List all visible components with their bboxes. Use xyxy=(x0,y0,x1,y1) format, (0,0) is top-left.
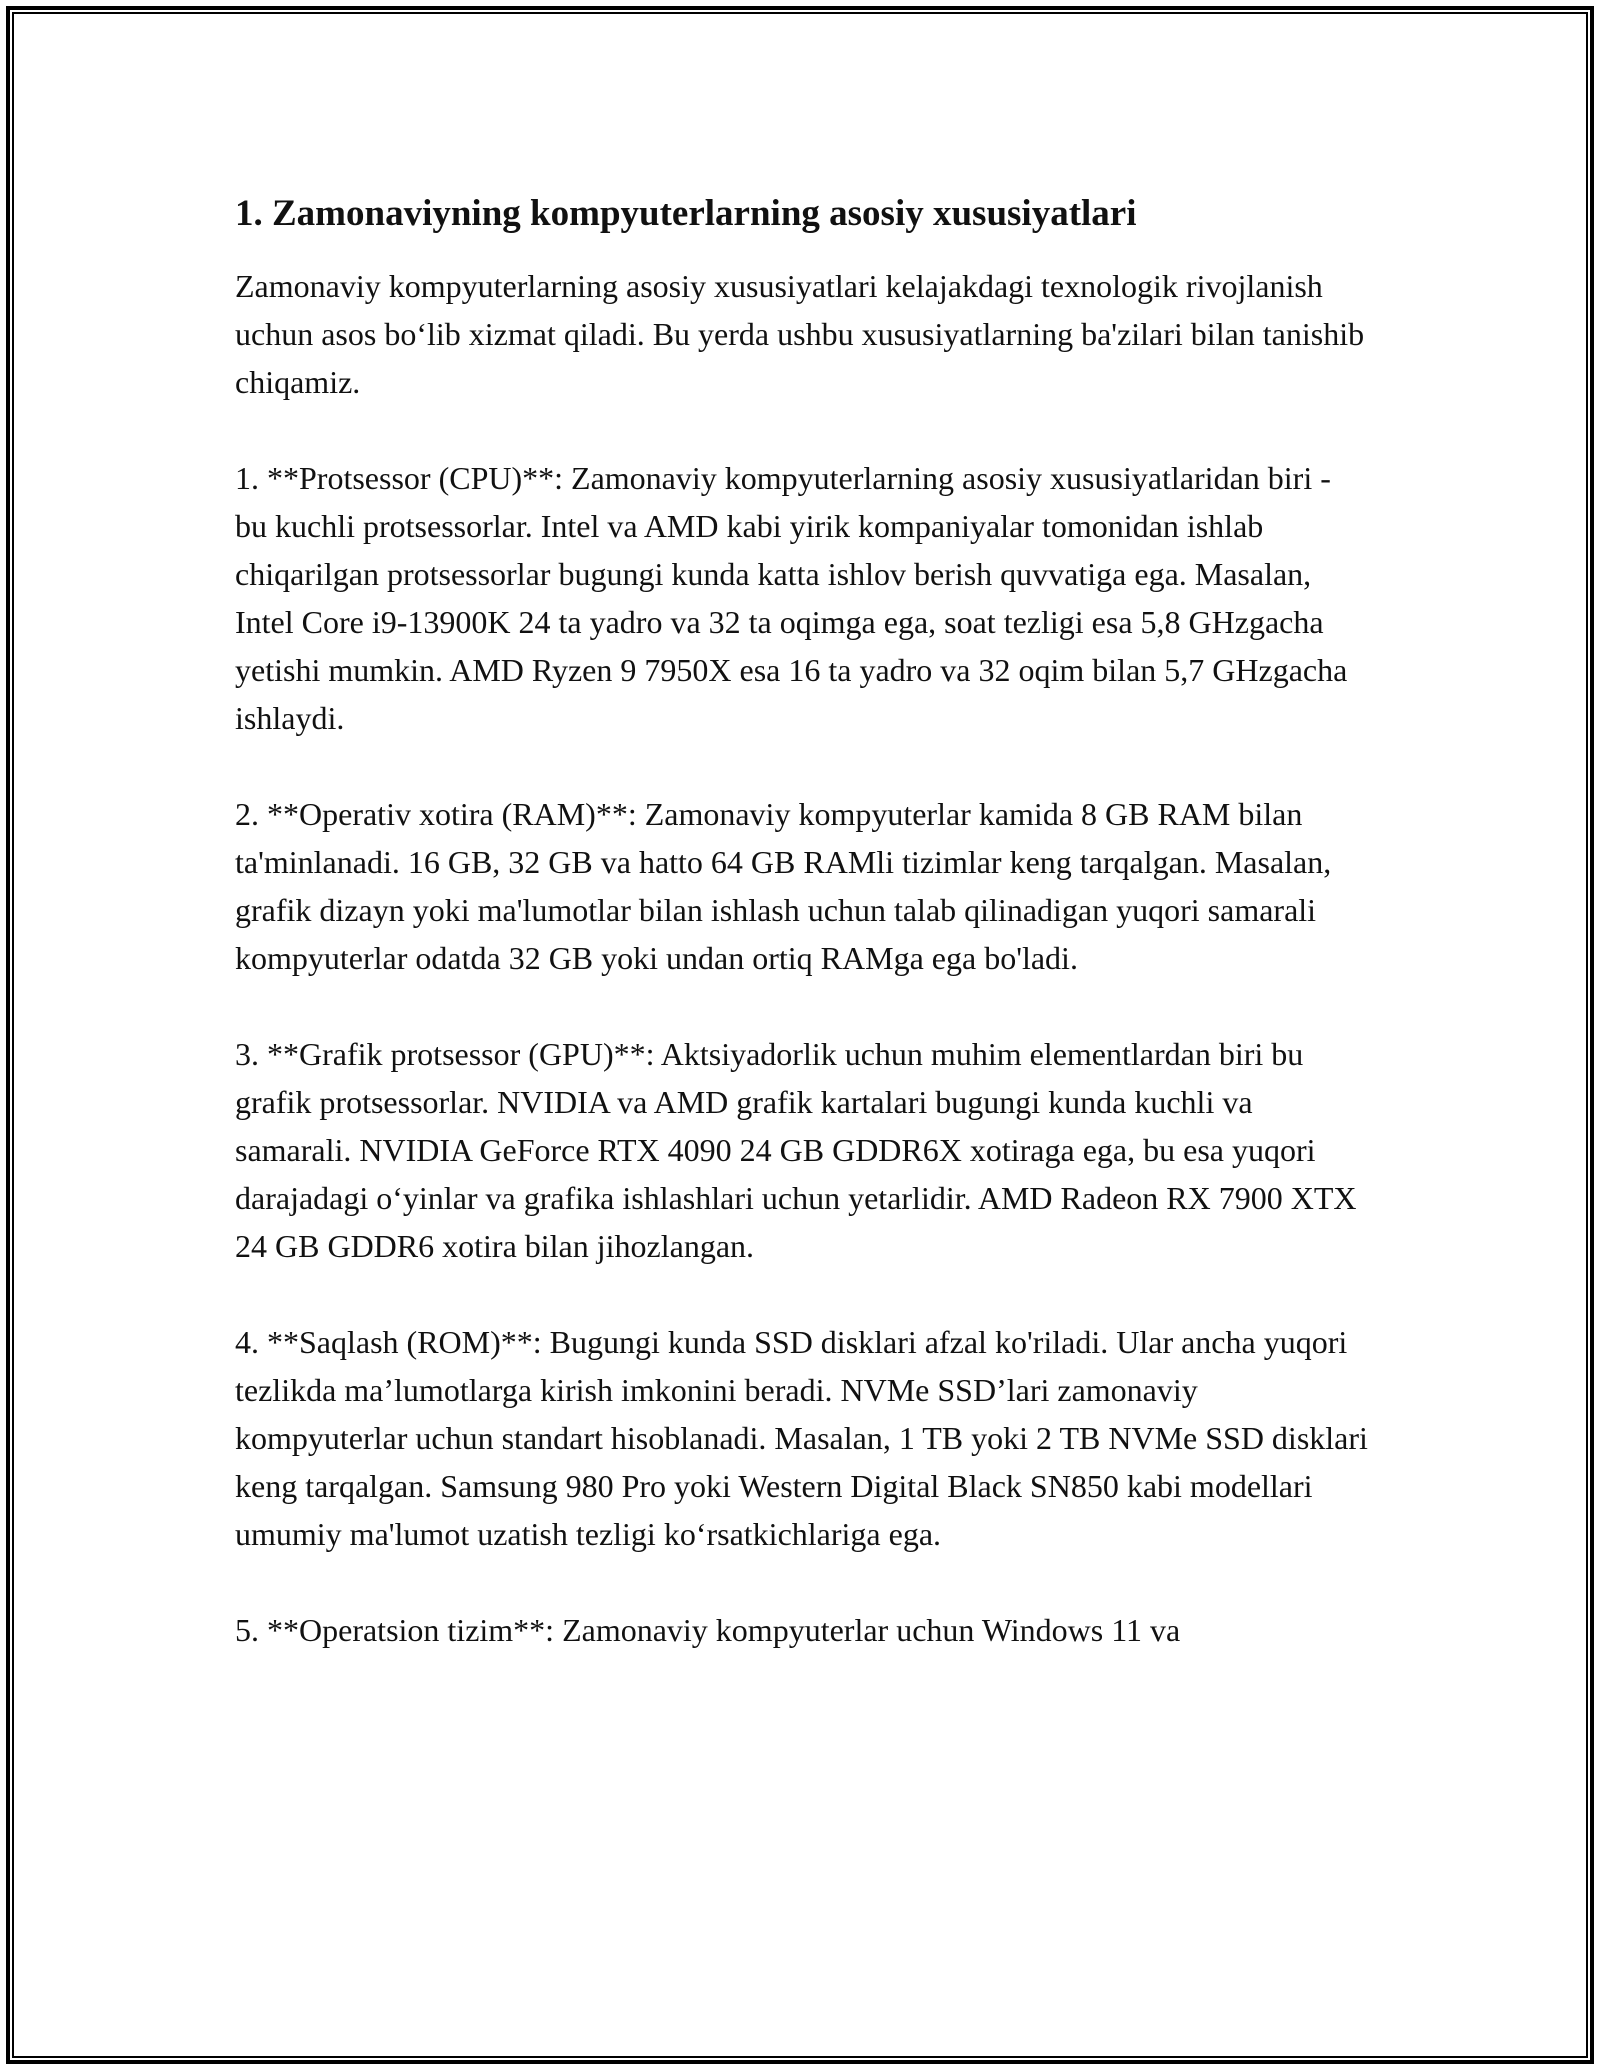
os-paragraph: 5. **Operatsion tizim**: Zamonaviy kompyuterlar uchun Windows 11 va xyxy=(235,1612,1181,1648)
storage-paragraph: 4. **Saqlash (ROM)**: Bugungi kunda SSD disklari afzal ko'riladi. Ular ancha yuqori tezlikda ma’lumotlarga kirish imkonini beradi. NVMe SSD’lari zamonaviy kompyuterlar uchun standart hisoblanadi. Masalan, 1 TB yoki 2 TB NVMe SSD disklari keng tarqalgan. Samsung 980 Pro yoki Western Digital Black SN850 kabi modellari umumiy ma'lumot uzatish tezligi ko‘rsatkichlariga ega. xyxy=(235,1324,1368,1552)
document-body xyxy=(235,188,1370,1702)
intro-paragraph: Zamonaviy kompyuterlarning asosiy xususiyatlari kelajakdagi texnologik rivojlanish uchun asos bo‘lib xizmat qiladi. Bu yerda ushbu xususiyatlarning ba'zilari bilan tanishib chiqamiz. xyxy=(235,268,1365,400)
cpu-paragraph: 1. **Protsessor (CPU)**: Zamonaviy kompyuterlarning asosiy xususiyatlaridan biri - bu kuchli protsessorlar. Intel va AMD kabi yirik kompaniyalar tomonidan ishlab chiqarilgan protsessorlar bugungi kunda katta ishlov berish quvvatiga ega. Masalan, Intel Core i9-13900K 24 ta yadro va 32 ta oqimga ega, soat tezligi esa 5,8 GHzgacha yetishi mumkin. AMD Ryzen 9 7950X esa 16 ta yadro va 32 oqim bilan 5,7 GHzgacha ishlaydi. xyxy=(235,460,1348,736)
document-heading: 1. Zamonaviyning kompyuterlarning asosiy xususiyatlari xyxy=(235,193,1137,234)
gpu-paragraph: 3. **Grafik protsessor (GPU)**: Aktsiyadorlik uchun muhim elementlardan biri bu grafik protsessorlar. NVIDIA va AMD grafik kartalari bugungi kunda kuchli va samarali. NVIDIA GeForce RTX 4090 24 GB GDDR6X xotiraga ega, bu esa yuqori darajadagi o‘yinlar va grafika ishlashlari uchun yetarlidir. AMD Radeon RX 7900 XTX 24 GB GDDR6 xotira bilan jihozlangan. xyxy=(235,1036,1357,1264)
ram-paragraph: 2. **Operativ xotira (RAM)**: Zamonaviy kompyuterlar kamida 8 GB RAM bilan ta'minlanadi. 16 GB, 32 GB va hatto 64 GB RAMli tizimlar keng tarqalgan. Masalan, grafik dizayn yoki ma'lumotlar bilan ishlash uchun talab qilinadigan yuqori samarali kompyuterlar odatda 32 GB yoki undan ortiq RAMga ega bo'ladi. xyxy=(235,796,1332,976)
